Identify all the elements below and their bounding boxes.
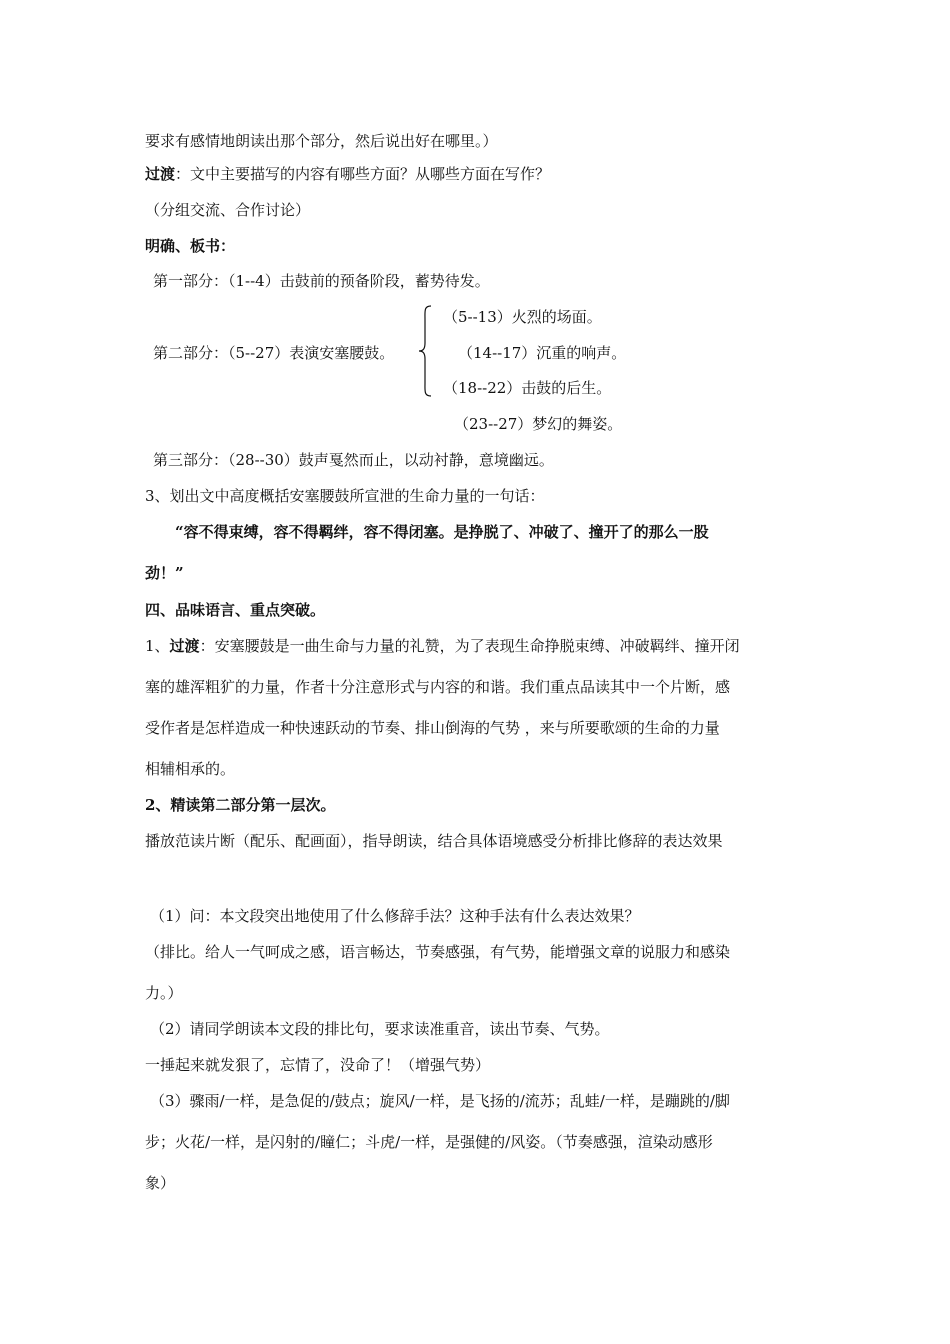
paragraph-2-heading: 2、精读第二部分第一层次。 bbox=[145, 796, 336, 814]
paragraph-1-line-3: 受作者是怎样造成一种快速跃动的节奏、排山倒海的气势 ，来与所要歌颂的生命的力量 bbox=[145, 719, 720, 737]
paragraph-1-line-4: 相辅相承的。 bbox=[145, 760, 236, 778]
text-line: 要求有感情地朗读出那个部分，然后说出好在哪里。） bbox=[145, 132, 498, 150]
activity-1-answer-cont: 力。） bbox=[145, 984, 183, 1002]
activity-1-answer: （排比。给人一气呵成之感，语言畅达，节奏感强，有气势，能增强文章的说服力和感染 bbox=[145, 943, 731, 961]
paragraph-2-text: 播放范读片断（配乐、配画面），指导朗读，结合具体语境感受分析排比修辞的表达效果 bbox=[145, 832, 723, 850]
transition-text: ：文中主要描写的内容有哪些方面？从哪些方面在写作？ bbox=[175, 165, 551, 183]
activity-3-end: 象） bbox=[145, 1174, 176, 1192]
quote-line-1: “容不得束缚，容不得羁绊，容不得闭塞。是挣脱了、冲破了、撞开了的那么一股 bbox=[175, 523, 709, 541]
section-heading: 四、品味语言、重点突破。 bbox=[145, 601, 326, 619]
outline-part-2: 第二部分：（5--27）表演安塞腰鼓。 bbox=[153, 344, 395, 362]
section-label: 明确、板书： bbox=[145, 237, 236, 255]
activity-2: （2）请同学朗读本文段的排比句，要求读准重音，读出节奏、气势。 bbox=[150, 1020, 610, 1038]
outline-sub-2: （14--17）沉重的响声。 bbox=[458, 344, 627, 362]
activity-2-example: 一捶起来就发狠了，忘情了，没命了！（增强气势） bbox=[145, 1056, 491, 1074]
outline-sub-3: （18--22）击鼓的后生。 bbox=[443, 379, 612, 397]
brace-icon bbox=[418, 305, 432, 397]
question-3: 3、划出文中高度概括安塞腰鼓所宣泄的生命力量的一句话： bbox=[145, 487, 545, 505]
activity-3-cont: 步；火花/一样，是闪射的/瞳仁；斗虎/一样，是强健的/风姿。（节奏感强，渲染动感形 bbox=[145, 1133, 713, 1151]
outline-sub-1: （5--13）火烈的场面。 bbox=[443, 308, 602, 326]
outline-part-3: 第三部分：（28--30）鼓声戛然而止，以动衬静，意境幽远。 bbox=[153, 451, 554, 469]
paragraph-1-line-2: 塞的雄浑粗犷的力量，作者十分注意形式与内容的和谐。我们重点品读其中一个片断，感 bbox=[145, 678, 731, 696]
activity-3: （3）骤雨/一样，是急促的/鼓点；旋风/一样，是飞扬的/流苏；乱蛙/一样，是蹦跳的/脚 bbox=[150, 1092, 730, 1110]
paragraph-1-line-1 bbox=[145, 636, 740, 656]
activity-1: （1）问：本文段突出地使用了什么修辞手法？这种手法有什么表达效果？ bbox=[150, 907, 640, 925]
text-line: （分组交流、合作讨论） bbox=[145, 201, 311, 219]
paragraph-1-prefix: 1、 bbox=[145, 637, 170, 655]
transition-line bbox=[145, 164, 550, 184]
quote-line-2: 劲！” bbox=[145, 564, 184, 582]
transition-label: 过渡 bbox=[145, 165, 176, 183]
paragraph-1-text: ：安塞腰鼓是一曲生命与力量的礼赞，为了表现生命挣脱束缚、冲破羁绊、撞开闭 bbox=[199, 637, 740, 655]
outline-part-1: 第一部分：（1--4）击鼓前的预备阶段，蓄势待发。 bbox=[153, 272, 490, 290]
paragraph-1-label: 过渡 bbox=[169, 637, 200, 655]
outline-sub-4: （23--27）梦幻的舞姿。 bbox=[454, 415, 623, 433]
